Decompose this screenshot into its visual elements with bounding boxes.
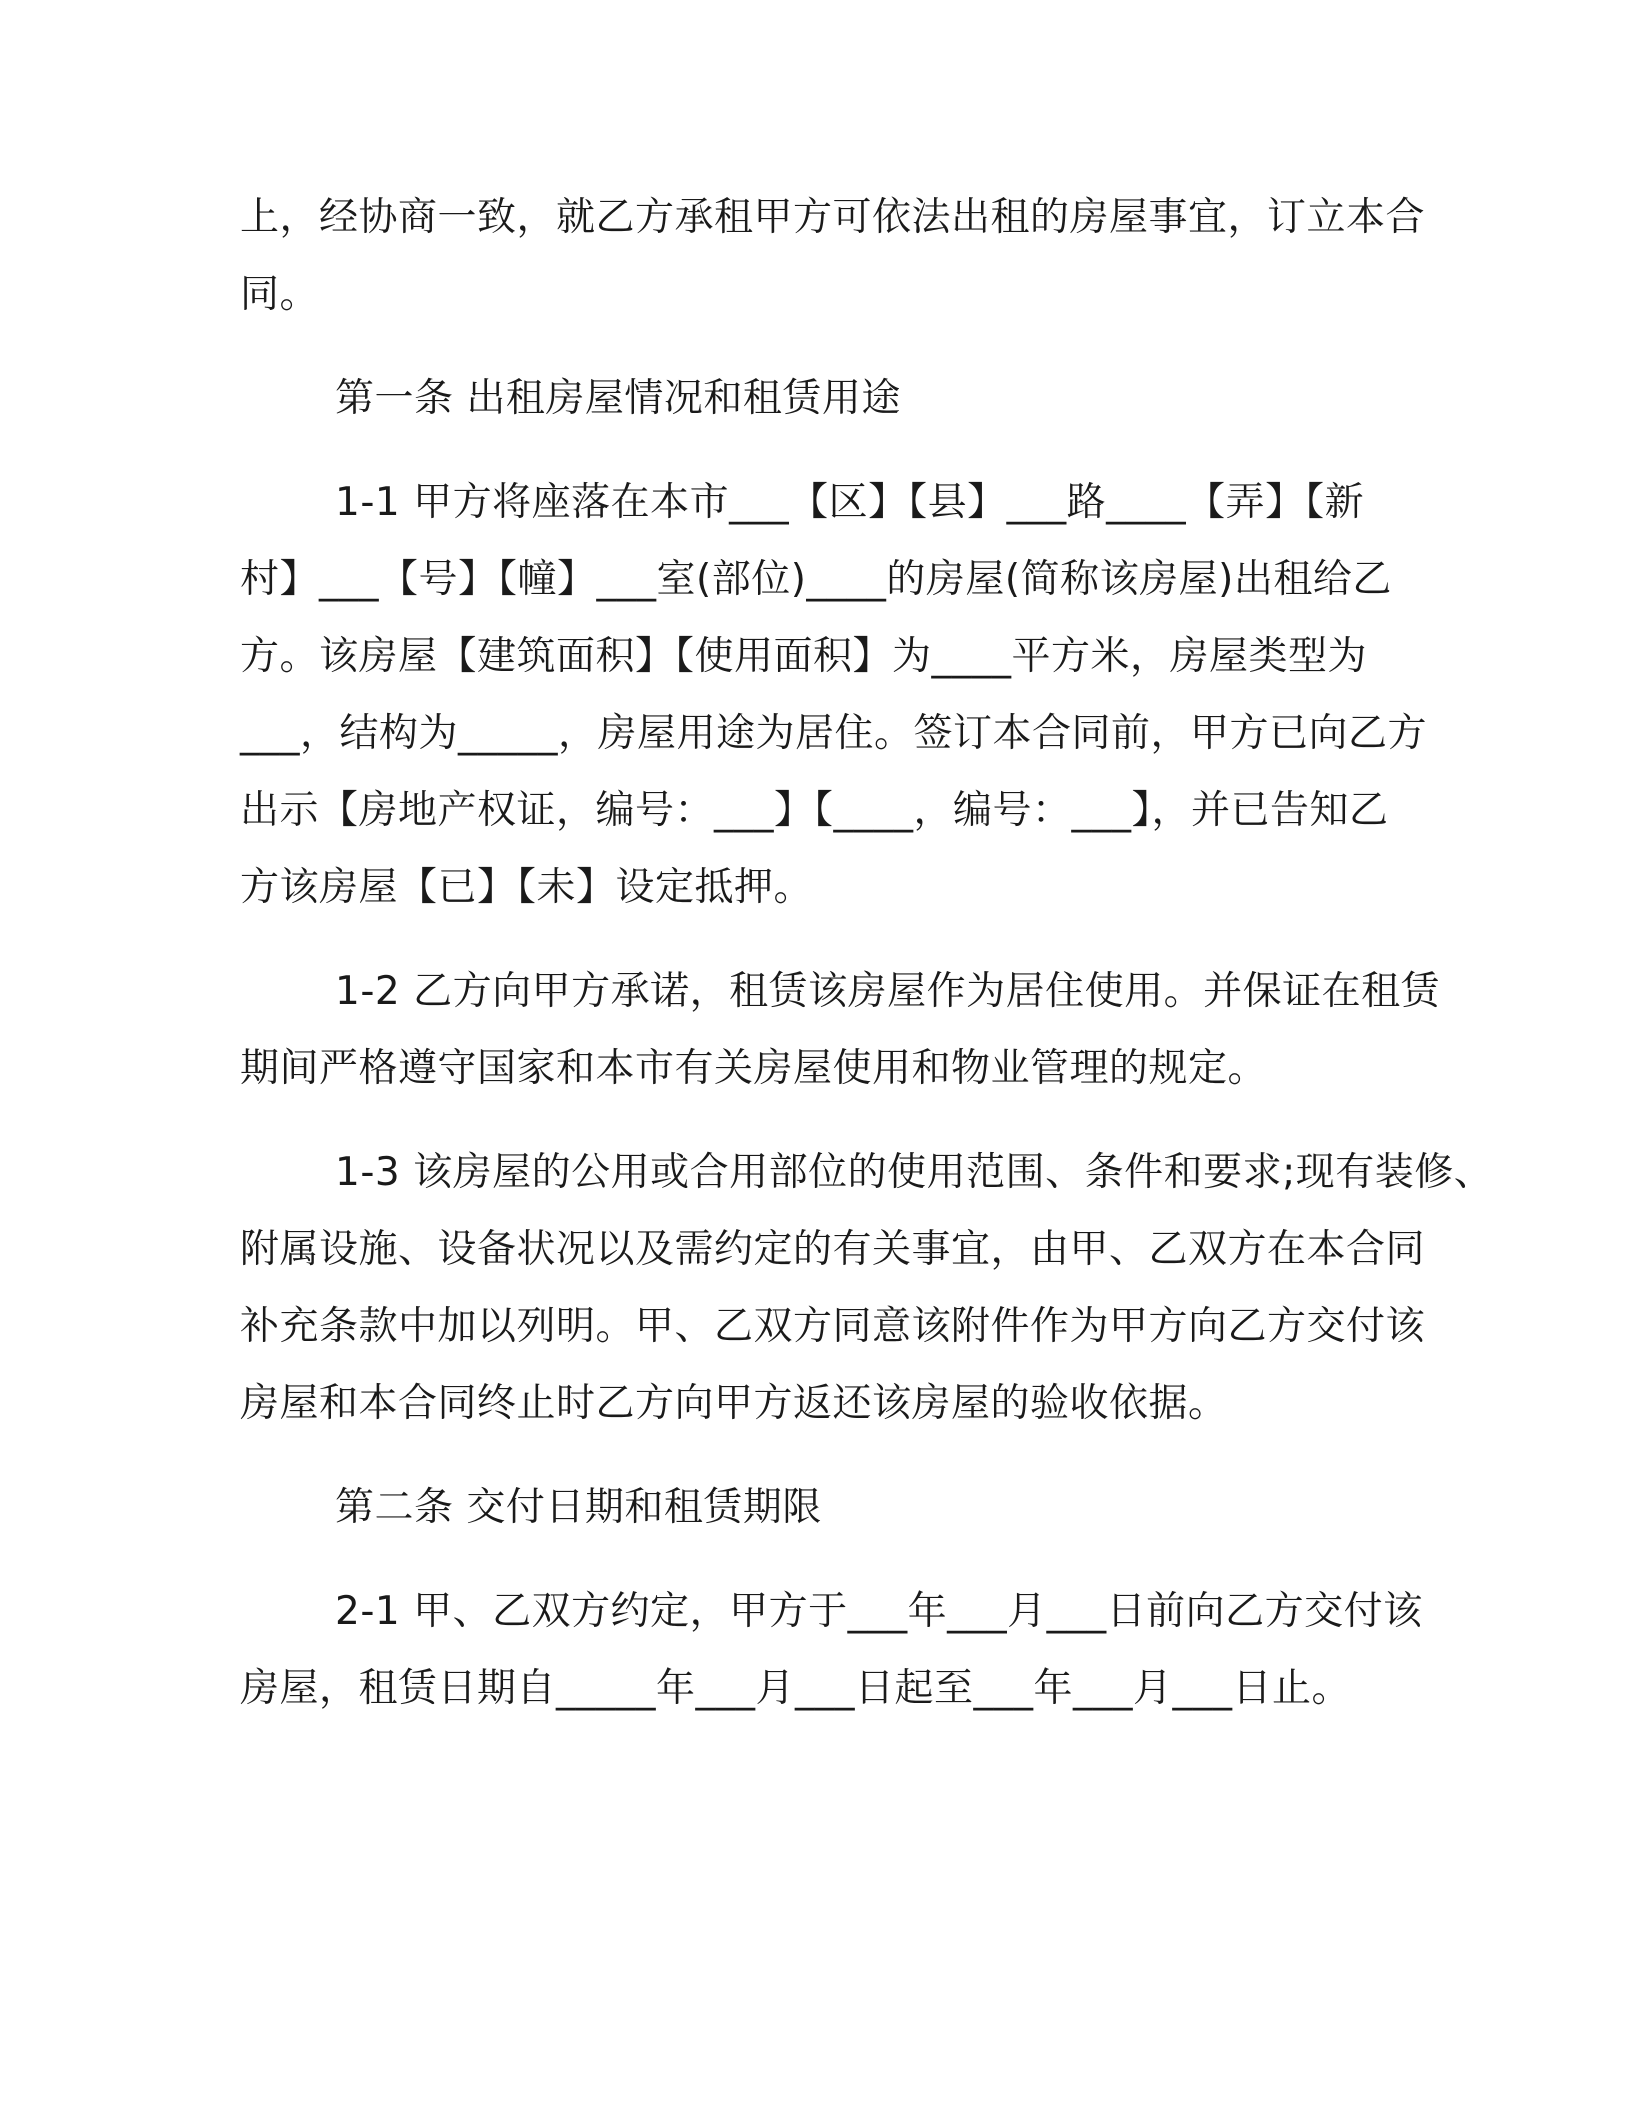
clause-line: 1-1 甲方将座落在本市___【区】【县】___路____【弄】【新 (335, 480, 1365, 525)
document-body (240, 179, 1494, 1727)
intro-line: 同。 (240, 272, 320, 317)
clause-1-2 (240, 953, 1441, 1107)
clause-line: 方。该房屋【建筑面积】【使用面积】为____平方米，房屋类型为 (240, 634, 1368, 679)
intro-paragraph (240, 179, 1426, 333)
clause-line: 2-1 甲、乙双方约定，甲方于___年___月___日前向乙方交付该 (335, 1589, 1423, 1634)
intro-line: 上，经协商一致，就乙方承租甲方可依法出租的房屋事宜，订立本合 (240, 195, 1426, 240)
clause-line: 期间严格遵守国家和本市有关房屋使用和物业管理的规定。 (240, 1046, 1268, 1091)
article-1-heading: 第一条 出租房屋情况和租赁用途 (335, 376, 901, 421)
clause-line: 补充条款中加以列明。甲、乙双方同意该附件作为甲方向乙方交付该 (240, 1304, 1426, 1349)
clause-1-3 (240, 1134, 1494, 1442)
clause-line: ___，结构为_____，房屋用途为居住。签订本合同前，甲方已向乙方 (240, 711, 1428, 756)
clause-line: 方该房屋【已】【未】设定抵押。 (240, 865, 814, 910)
clause-line: 1-3 该房屋的公用或合用部位的使用范围、条件和要求;现有装修、 (335, 1150, 1494, 1195)
clause-line: 1-2 乙方向甲方承诺，租赁该房屋作为居住使用。并保证在租赁 (335, 969, 1441, 1014)
clause-2-1 (240, 1573, 1423, 1727)
article-2-heading: 第二条 交付日期和租赁期限 (335, 1485, 822, 1530)
clause-line: 房屋，租赁日期自_____年___月___日起至___年___月___日止。 (240, 1666, 1352, 1711)
clause-line: 附属设施、设备状况以及需约定的有关事宜，由甲、乙双方在本合同 (240, 1227, 1426, 1272)
clause-line: 房屋和本合同终止时乙方向甲方返还该房屋的验收依据。 (240, 1381, 1228, 1426)
clause-line: 出示【房地产权证，编号：___】【____，编号：___】，并已告知乙 (240, 788, 1389, 833)
clause-1-1 (240, 464, 1428, 926)
clause-line: 村】___【号】【幢】___室(部位)____的房屋(简称该房屋)出租给乙 (240, 557, 1392, 602)
